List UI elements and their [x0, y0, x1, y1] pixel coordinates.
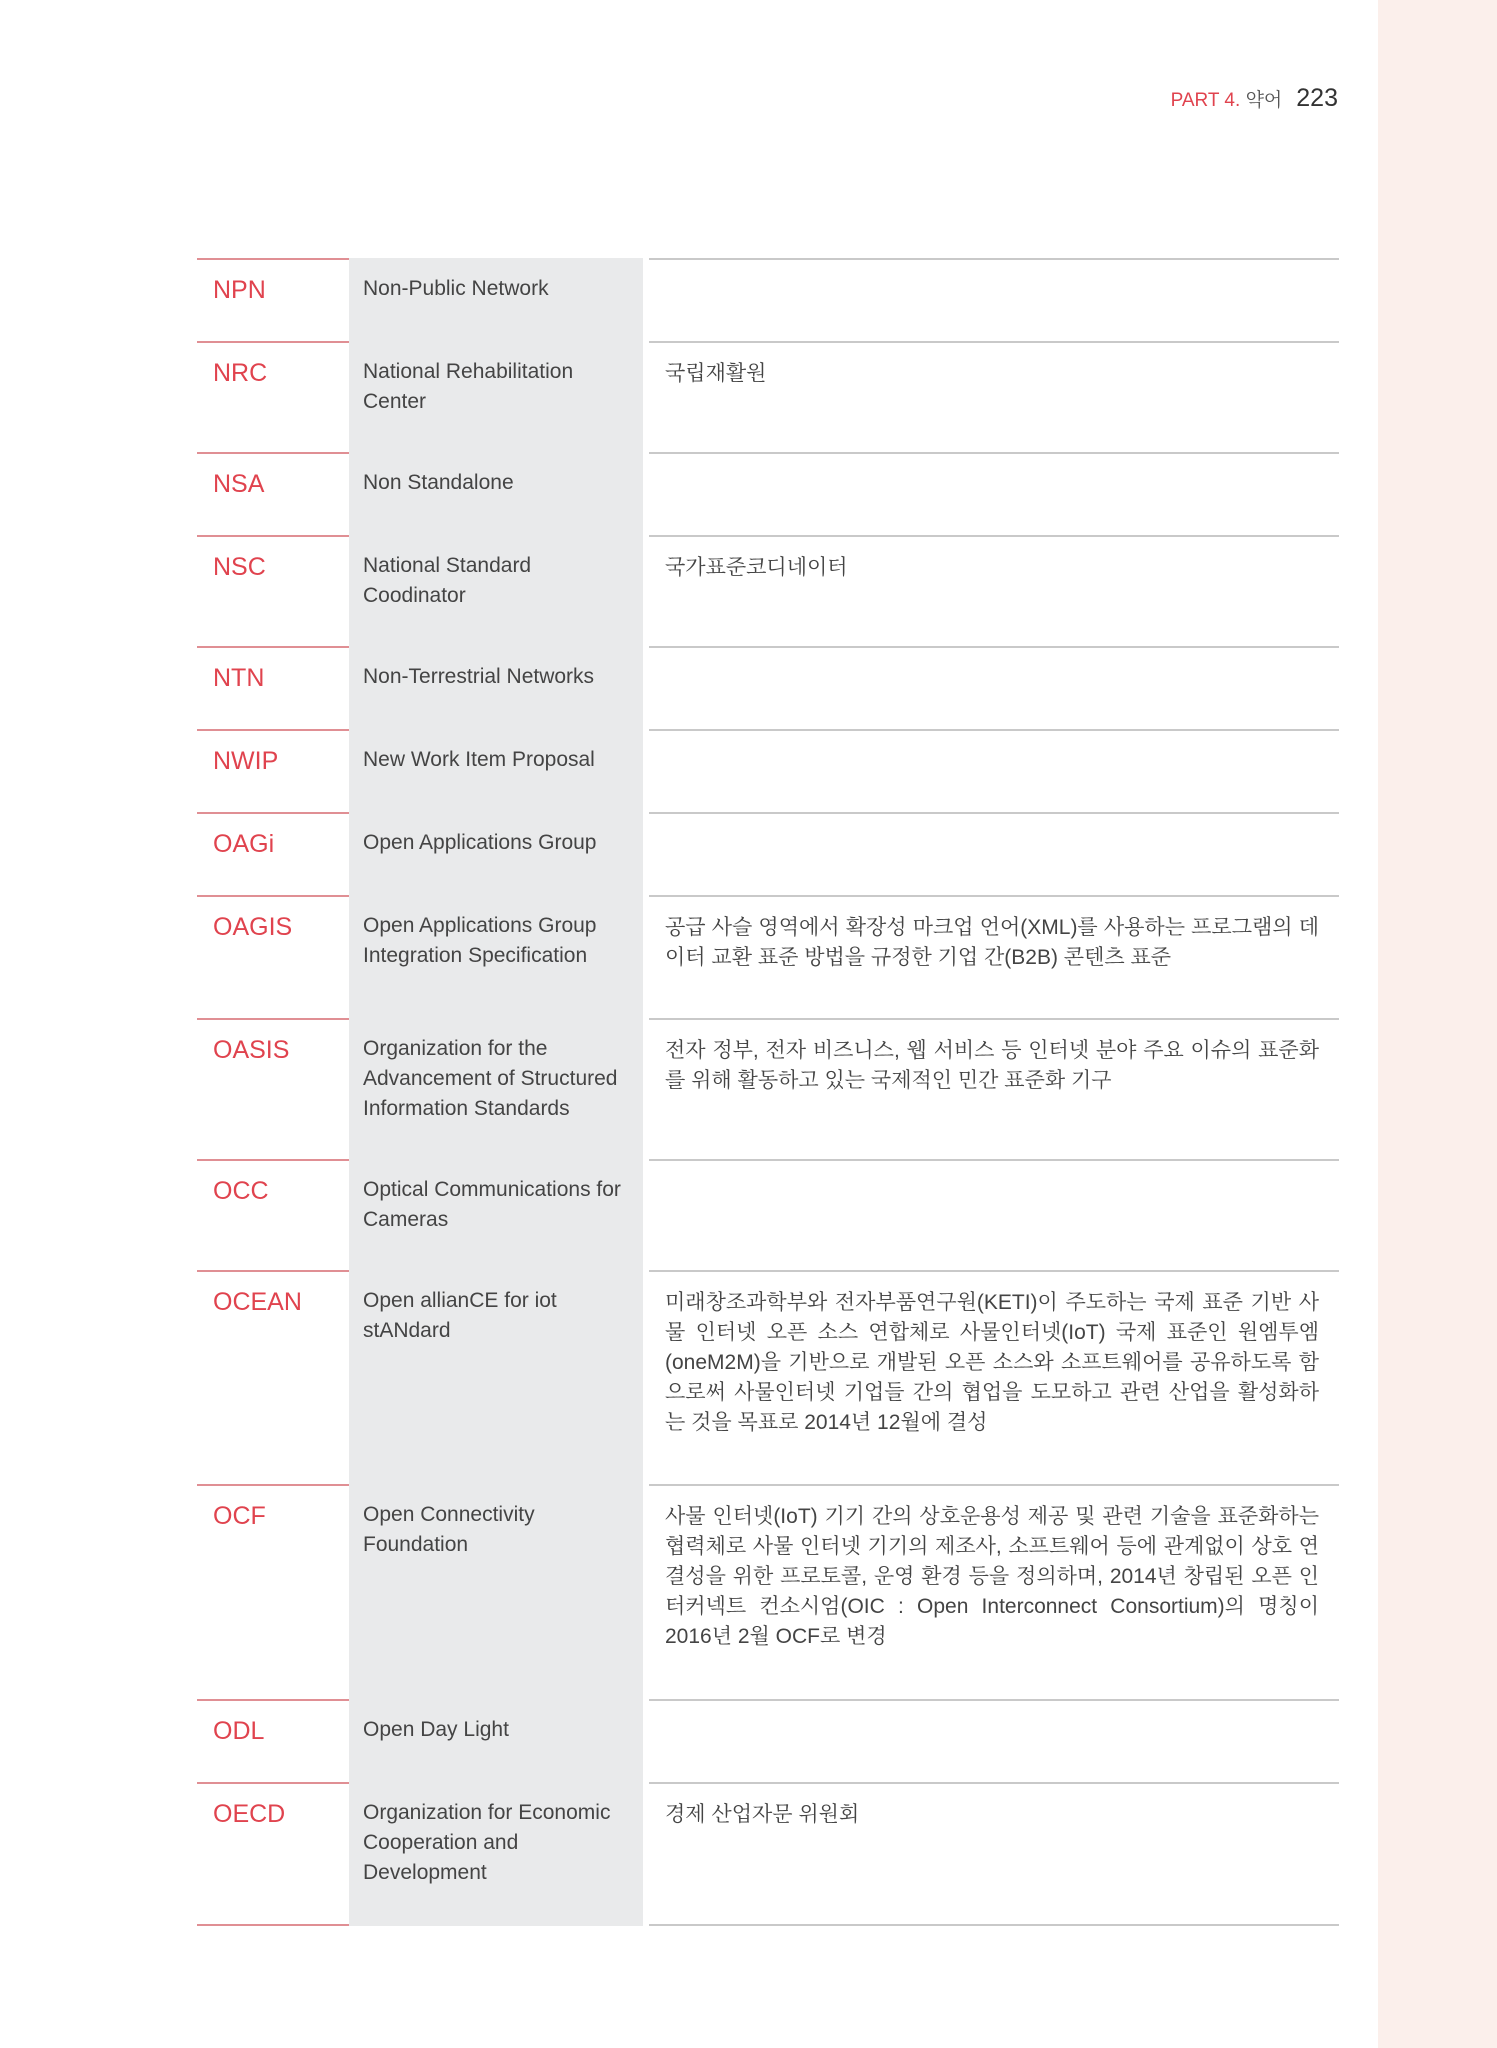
page-number: 223: [1296, 84, 1338, 112]
full-name: Open allianCE for iot stANdard: [349, 1270, 643, 1484]
abbreviation: ODL: [197, 1699, 349, 1782]
table-row: [197, 1484, 1339, 1699]
abbreviation: OCC: [197, 1159, 349, 1270]
full-name: Open Applications Group Integration Specification: [349, 895, 643, 1018]
part-number: PART 4.: [1170, 90, 1241, 111]
bottom-rule-middle: [349, 1924, 643, 1926]
description: [649, 1159, 1339, 1270]
table-row: [197, 812, 1339, 895]
part-label: [1171, 85, 1283, 112]
description: [649, 646, 1339, 729]
table-row: [197, 1782, 1339, 1924]
side-margin-strip: [1378, 0, 1497, 2048]
description: [649, 729, 1339, 812]
full-name: New Work Item Proposal: [349, 729, 643, 812]
abbreviation: OAGi: [197, 812, 349, 895]
table-row: [197, 258, 1339, 341]
description: 미래창조과학부와 전자부품연구원(KETI)이 주도하는 국제 표준 기반 사물 인터넷 오픈 소스 연합체로 사물인터넷(IoT) 국제 표준인 원엠투엠(oneM2M)을 기반으로 개발된 오픈 소스와 소프트웨어를 공유하도록 함으로써 사물인터넷 기업들 간의 협업을 도모하고 관련 산업을 활성화하는 것을 목표로 2014년 12월에 결성: [649, 1270, 1339, 1484]
glossary-table: [197, 258, 1339, 1926]
table-bottom-rule: [197, 1924, 1339, 1926]
full-name: National Rehabilitation Center: [349, 341, 643, 452]
abbreviation: OCF: [197, 1484, 349, 1699]
full-name: Open Connectivity Foundation: [349, 1484, 643, 1699]
table-row: [197, 452, 1339, 535]
full-name: Optical Communications for Cameras: [349, 1159, 643, 1270]
full-name: Open Day Light: [349, 1699, 643, 1782]
abbreviation: NSA: [197, 452, 349, 535]
description: 국립재활원: [649, 341, 1339, 452]
full-name: Organization for Economic Cooperation and Development: [349, 1782, 643, 1924]
table-row: [197, 729, 1339, 812]
abbreviation: OECD: [197, 1782, 349, 1924]
table-row: [197, 1699, 1339, 1782]
description: 사물 인터넷(IoT) 기기 간의 상호운용성 제공 및 관련 기술을 표준화하는 협력체로 사물 인터넷 기기의 제조사, 소프트웨어 등에 관계없이 상호 연결성을 위한 프로토콜, 운영 환경 등을 정의하며, 2014년 창립된 오픈 인터커넥트 컨소시엄(OIC : Open Interconnect Consortium)의 명칭이 2016년 2월 OCF로 변경: [649, 1484, 1339, 1699]
abbreviation: NRC: [197, 341, 349, 452]
full-name: National Standard Coodinator: [349, 535, 643, 646]
description: 경제 산업자문 위원회: [649, 1782, 1339, 1924]
description: 공급 사슬 영역에서 확장성 마크업 언어(XML)를 사용하는 프로그램의 데이터 교환 표준 방법을 규정한 기업 간(B2B) 콘텐츠 표준: [649, 895, 1339, 1018]
abbreviation: OAGIS: [197, 895, 349, 1018]
abbreviation: NSC: [197, 535, 349, 646]
abbreviation: NWIP: [197, 729, 349, 812]
table-row: [197, 1159, 1339, 1270]
abbreviation: NTN: [197, 646, 349, 729]
description: [649, 258, 1339, 341]
description: [649, 452, 1339, 535]
full-name: Non-Terrestrial Networks: [349, 646, 643, 729]
table-row: [197, 341, 1339, 452]
description: [649, 1699, 1339, 1782]
full-name: Open Applications Group: [349, 812, 643, 895]
bottom-rule-right: [649, 1924, 1339, 1926]
section-title: 약어: [1245, 90, 1283, 111]
abbreviation: OASIS: [197, 1018, 349, 1159]
table-row: [197, 1270, 1339, 1484]
full-name: Non Standalone: [349, 452, 643, 535]
description: [649, 812, 1339, 895]
description: 국가표준코디네이터: [649, 535, 1339, 646]
abbreviation: NPN: [197, 258, 349, 341]
table-row: [197, 646, 1339, 729]
full-name: Organization for the Advancement of Structured Information Standards: [349, 1018, 643, 1159]
table-row: [197, 1018, 1339, 1159]
table-row: [197, 895, 1339, 1018]
page-header: [1171, 84, 1338, 113]
full-name: Non-Public Network: [349, 258, 643, 341]
abbreviation: OCEAN: [197, 1270, 349, 1484]
description: 전자 정부, 전자 비즈니스, 웹 서비스 등 인터넷 분야 주요 이슈의 표준화를 위해 활동하고 있는 국제적인 민간 표준화 기구: [649, 1018, 1339, 1159]
bottom-rule-left: [197, 1924, 349, 1926]
table-row: [197, 535, 1339, 646]
